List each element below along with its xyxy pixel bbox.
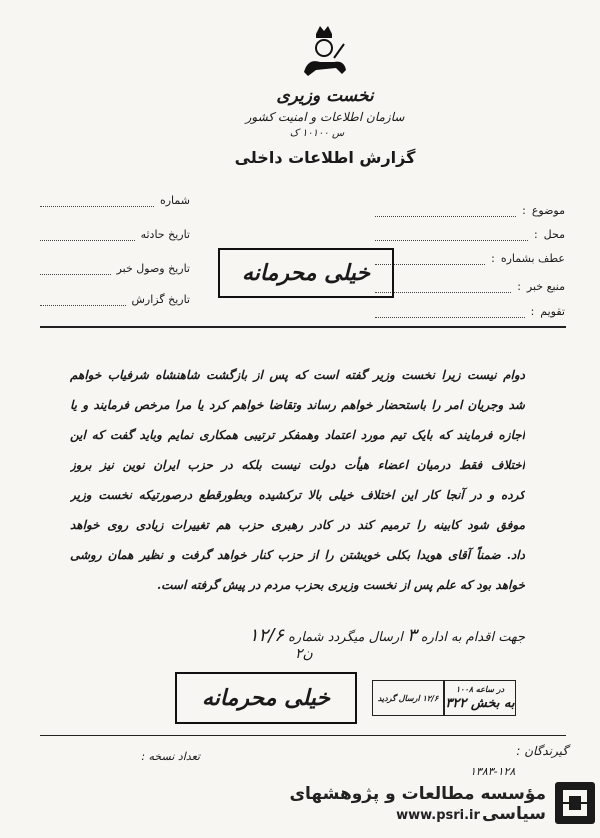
field-label: تاریخ وصول خبر: [116, 262, 190, 275]
footer-divider: [40, 735, 566, 736]
send-note-prefix: جهت اقدام به اداره: [420, 630, 525, 645]
registry-line-1: در ساعه ۱۰۰۸: [455, 683, 505, 694]
field-label: منبع خبر: [526, 280, 565, 293]
form-code: س ۱۰۱۰۰ ک: [289, 128, 345, 139]
organization-name: سازمان اطلاعات و امنیت کشور: [245, 110, 405, 124]
send-note: [195, 625, 525, 646]
body-line: دوام نیست زیرا نخست وزیر گفته است که پس از بازگشت شاهنشاه شرفیاب خواهم: [70, 368, 525, 382]
classification-stamp-bottom: خیلی محرمانه: [175, 672, 357, 724]
field-news-source: منبع خبر :: [375, 280, 565, 293]
field-reference-number: عطف بشماره :: [375, 252, 565, 265]
field-location: محل :: [375, 228, 565, 241]
handwritten-signature: ن۲: [295, 646, 313, 662]
registry-line-2: به بخش ۳۲۲: [445, 695, 515, 711]
field-incident-date: [40, 228, 190, 241]
body-line: موفق شود کابینه را ترمیم کند در کادر رهبری حزب هم تغییرات زیادی روی خواهد: [70, 518, 525, 532]
field-news-received-date: [40, 262, 190, 275]
field-label: تاریخ حادثه: [140, 228, 190, 241]
institute-logo-icon: [555, 782, 595, 824]
field-label: عطف بشماره: [500, 252, 565, 265]
field-label: شماره: [159, 194, 190, 207]
field-label: تاریخ گزارش: [131, 293, 190, 306]
body-line: اجازه فرمایند که بایک تیم مورد اعتماد وهمفکر ترتیبی همکاری نمایم وباید گفت که این: [70, 428, 525, 442]
registry-stamp: [444, 680, 516, 716]
body-line: شد وجریان امر را باستحضار خواهم رساند وتقاضا خواهم کرد یا مرا مرخص فرمایند و یا: [70, 398, 525, 412]
copies-label: تعداد نسخه :: [141, 750, 200, 763]
institute-name: مؤسسه مطالعات و پژوهشهای سیاسی: [289, 784, 546, 824]
field-number: [40, 194, 190, 207]
field-calendar: تقویم :: [375, 305, 565, 318]
lion-and-sun-emblem: [296, 22, 352, 84]
institute-logo: [555, 782, 595, 824]
header-divider: [40, 326, 566, 328]
send-note-middle: ارسال میگردد شماره: [288, 630, 403, 645]
report-body: [70, 360, 525, 600]
field-label: موضوع: [531, 204, 565, 217]
registry-handwritten-box: ۱۲/۶ ارسال گردید: [372, 680, 444, 716]
institute-url: www.psri.ir: [396, 808, 480, 823]
field-label: تقویم: [540, 305, 565, 318]
send-note-number: ۱۲/۶: [248, 625, 284, 646]
send-note-dept: ۳: [406, 625, 417, 646]
field-report-date: [40, 293, 190, 306]
handwritten-ref-number: ۱۳۸۳-۱۲۸: [470, 765, 516, 778]
body-line: خواهد بود که علم پس از نخست وزیری بحزب مردم در پیش گرفته است.: [156, 578, 525, 592]
field-label: محل: [543, 228, 565, 241]
field-subject: موضوع :: [375, 204, 565, 217]
body-line: داد. ضمناً آقای هویدا بکلی خویشتن را از حزب کنار خواهد گرفت و نظیر همان روشی: [70, 548, 525, 562]
body-line: کرده و در آنجا کار این اختلاف خیلی بالا ترکشیده وبطورقطع درصورتیکه نخست وزیر: [70, 488, 525, 502]
ministry-title: نخست وزیری: [276, 86, 374, 106]
classification-stamp-top: خیلی محرمانه: [218, 248, 394, 298]
receivers-label: گیرندگان :: [516, 744, 568, 758]
report-title: گزارش اطلاعات داخلی: [234, 148, 416, 167]
body-line: اختلاف فقط درمیان اعضاء هیأت دولت نیست بلکه در حزب ایران نوین نیز بروز: [70, 458, 525, 472]
